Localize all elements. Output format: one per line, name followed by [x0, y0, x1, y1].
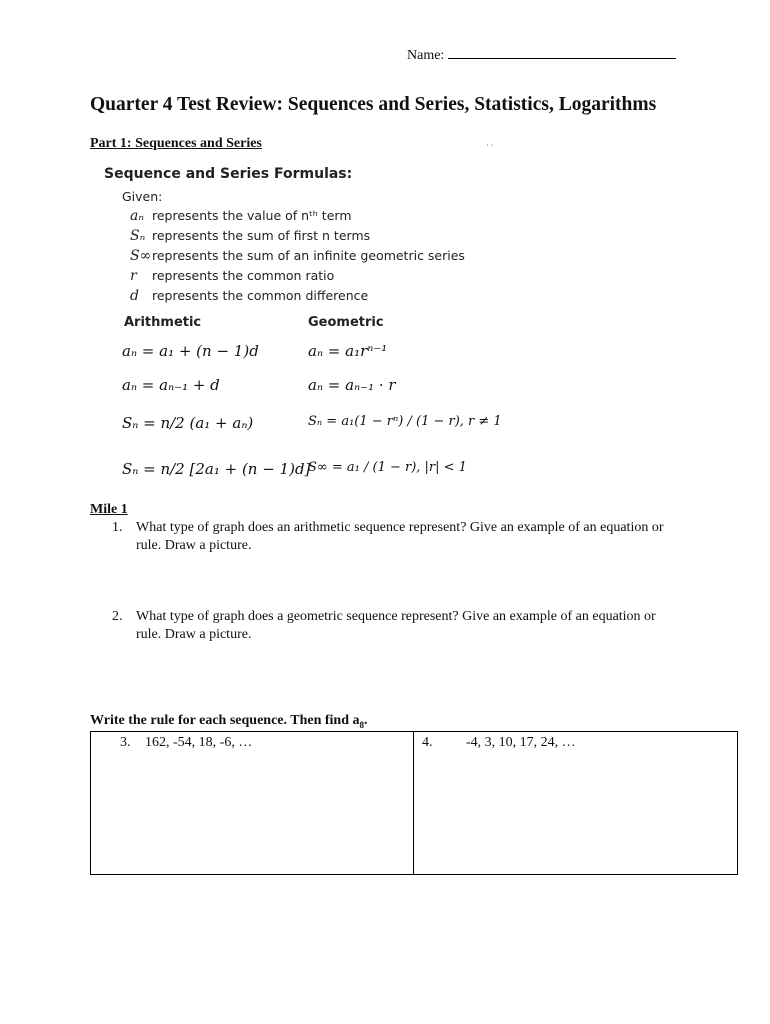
geometric-formula: Sₙ = a₁(1 − rⁿ) / (1 − r), r ≠ 1 [308, 414, 502, 429]
formula-reference [100, 160, 502, 500]
question-number: 1. [112, 520, 123, 535]
question-number: 2. [112, 609, 123, 624]
sequence-table [90, 731, 738, 875]
geometric-formula: S∞ = a₁ / (1 − r), |r| < 1 [308, 460, 467, 475]
name-field[interactable] [407, 46, 676, 64]
answer-cell-3[interactable] [91, 732, 414, 874]
geometric-formula: aₙ = a₁rⁿ⁻¹ [308, 342, 388, 360]
rule-section-heading [90, 713, 368, 730]
arithmetic-formula: aₙ = aₙ₋₁ + d [122, 376, 220, 394]
definition-sn [130, 228, 370, 244]
definition-symbol: aₙ [130, 208, 145, 224]
rule-heading-end: . [364, 713, 368, 728]
definition-sinf [130, 248, 465, 264]
formula-heading: Sequence and Series Formulas: [104, 166, 353, 182]
rule-heading-subscript: 8 [359, 719, 364, 730]
definition-text: represents the common ratio [151, 268, 335, 283]
arithmetic-formula: aₙ = a₁ + (n − 1)d [122, 342, 259, 360]
question-2 [112, 608, 672, 648]
question-text: What type of graph does an arithmetic sequence represent? Give an example of an equation or rule. Draw a picture. [136, 520, 664, 553]
name-blank-line[interactable] [448, 46, 676, 59]
answer-cell-4[interactable] [414, 732, 737, 874]
definition-d [130, 288, 368, 304]
arithmetic-formula: Sₙ = n/2 [2a₁ + (n − 1)d] [122, 460, 311, 478]
definition-text: represents the common difference [151, 288, 369, 303]
definition-text: represents the value of nᵗʰ term [151, 208, 352, 223]
geometric-formula: aₙ = aₙ₋₁ · r [308, 376, 396, 394]
item-number: 3. [120, 735, 131, 750]
definition-text: represents the sum of an infinite geometric series [151, 248, 465, 263]
definition-r [130, 268, 334, 284]
rule-heading-text: Write the rule for each sequence. Then find a [90, 713, 360, 728]
definition-symbol: S∞ [130, 248, 152, 264]
stray-mark: · · [486, 141, 494, 150]
definition-an [130, 208, 352, 224]
name-label: Name: [407, 48, 445, 63]
given-label: Given: [122, 189, 163, 204]
sequence-text: 162, -54, 18, -6, … [145, 735, 253, 750]
mile1-heading: Mile 1 [90, 502, 128, 517]
question-text: What type of graph does a geometric sequence represent? Give an example of an equation or rule. Draw a picture. [136, 609, 656, 642]
question-1 [112, 519, 672, 559]
part1-heading: Part 1: Sequences and Series [90, 136, 262, 151]
definition-symbol: r [130, 268, 137, 284]
geometric-heading: Geometric [308, 315, 384, 330]
sequence-text: -4, 3, 10, 17, 24, … [466, 735, 576, 750]
definition-symbol: Sₙ [130, 228, 146, 244]
definition-text: represents the sum of first n terms [151, 228, 371, 243]
item-number: 4. [422, 735, 433, 750]
page-title: Quarter 4 Test Review: Sequences and Series, Statistics, Logarithms [90, 94, 657, 115]
arithmetic-heading: Arithmetic [124, 315, 202, 330]
definition-symbol: d [130, 288, 139, 304]
arithmetic-formula: Sₙ = n/2 (a₁ + aₙ) [122, 414, 254, 432]
